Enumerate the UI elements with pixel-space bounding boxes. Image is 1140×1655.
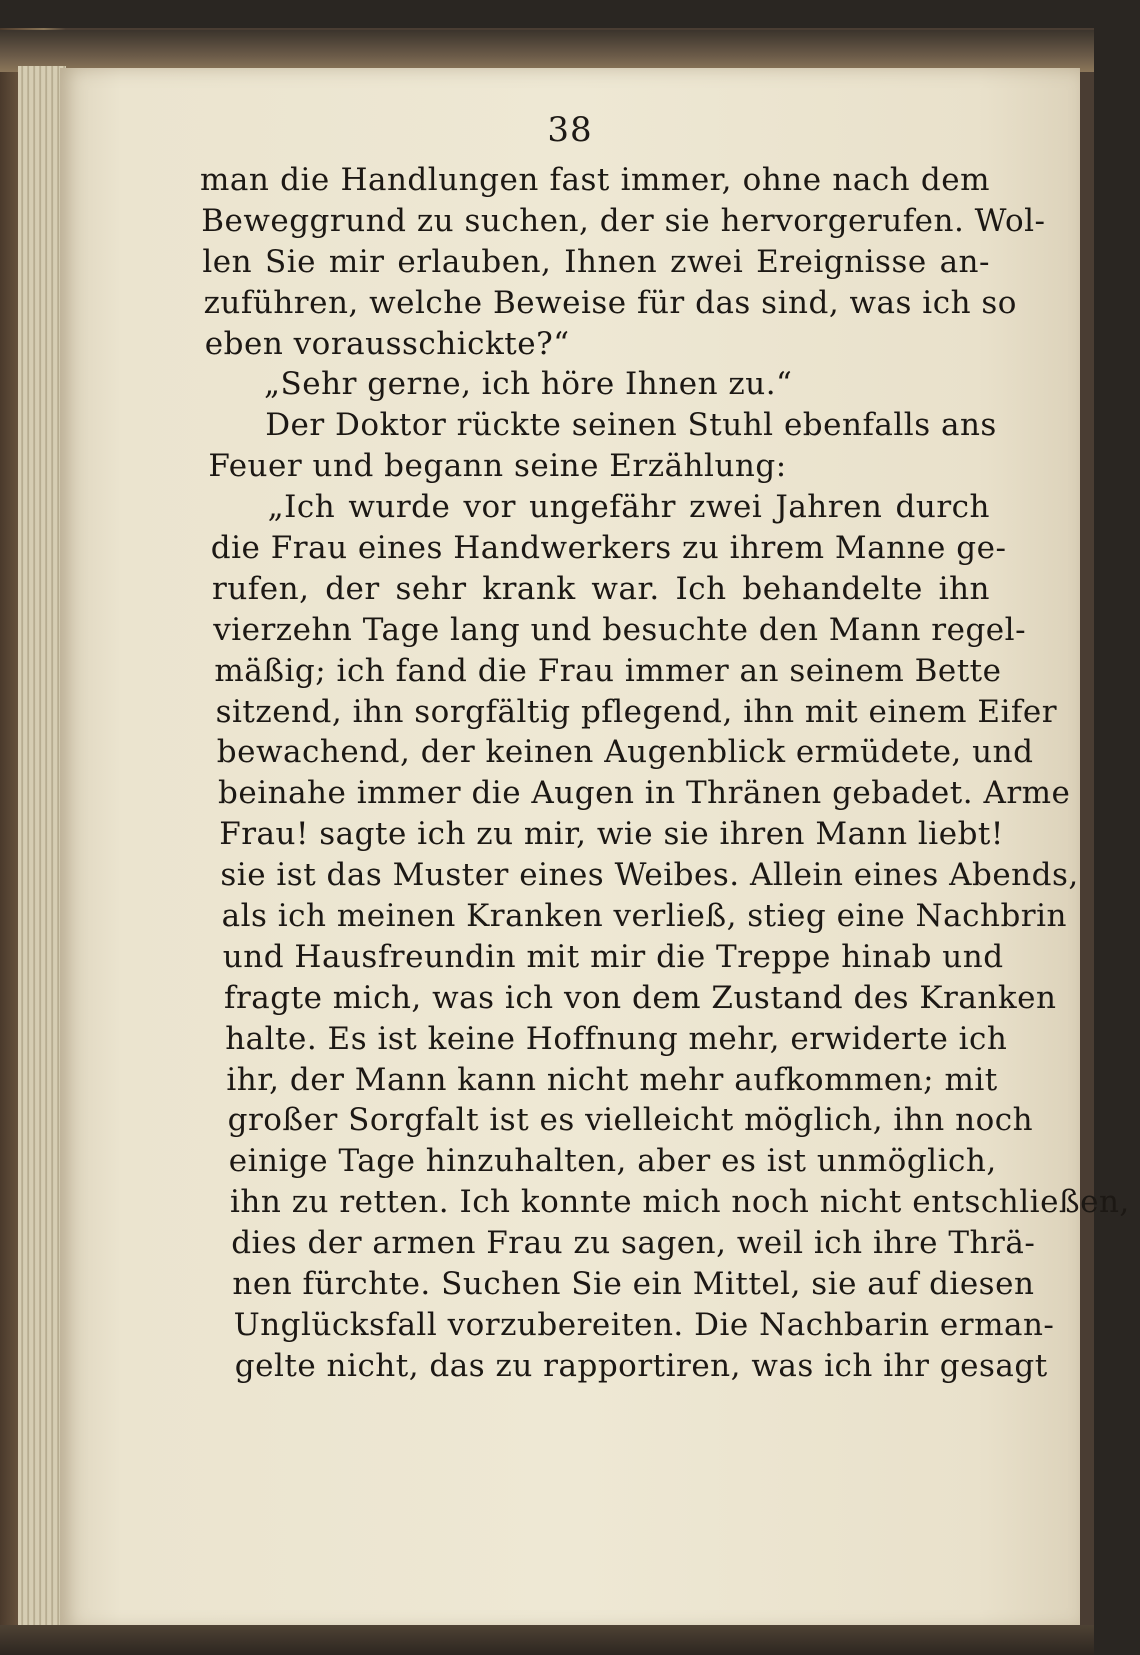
text-line: ihr, der Mann kann nicht mehr aufkommen; mit xyxy=(226,1061,998,1098)
text-line: mäßig; ich fand die Frau immer an seinem Bette xyxy=(214,652,1002,689)
text-line: sitzend, ihn sorgfältig pflegend, ihn mit einem Eifer xyxy=(215,693,1058,730)
text-line: gelte nicht, das zu rapportiren, was ich ihr gesagt xyxy=(234,1347,1048,1384)
text-line: halte. Es ist keine Hoffnung mehr, erwiderte ich xyxy=(225,1020,1008,1057)
text-line: und Hausfreundin mit mir die Treppe hinab und xyxy=(222,938,1004,975)
text-line: len Sie mir erlauben, Ihnen zwei Ereignisse an- xyxy=(202,243,990,280)
text-line: Feuer und begann seine Erzählung: xyxy=(208,448,787,485)
book-bottom-edge xyxy=(0,1625,1094,1655)
page-number: 38 xyxy=(547,110,593,150)
text-line: dies der armen Frau zu sagen, weil ich ihre Thrä- xyxy=(231,1225,1036,1262)
text-line: ihn zu retten. Ich konnte mich noch nicht entschließen, xyxy=(230,1184,1130,1221)
text-line: zuführen, welche Beweise für das sind, was ich so xyxy=(203,284,1017,321)
book-cover-top xyxy=(0,30,1094,72)
text-line: bewachend, der keinen Augenblick ermüdete, und xyxy=(216,734,1034,771)
text-line: nen fürchte. Suchen Sie ein Mittel, sie auf diesen xyxy=(232,1266,1035,1303)
text-line: einige Tage hinzuhalten, aber es ist unmöglich, xyxy=(228,1143,997,1180)
text-line: Der Doktor rückte seinen Stuhl ebenfalls ans xyxy=(265,407,997,444)
text-line: Unglücksfall vorzubereiten. Die Nachbarin erman- xyxy=(233,1306,1055,1343)
text-line: fragte mich, was ich von dem Zustand des Kranken xyxy=(224,979,1057,1016)
page-stack-edge xyxy=(18,66,66,1626)
text-line: großer Sorgfalt ist es vielleicht möglich, ihn noch xyxy=(227,1102,1034,1139)
text-line: eben vorausschickte?“ xyxy=(204,325,570,362)
text-line: rufen, der sehr krank war. Ich behandelte ihn xyxy=(212,570,990,607)
text-line: beinahe immer die Augen in Thränen gebadet. Arme xyxy=(218,775,1071,812)
text-line: vierzehn Tage lang und besuchte den Mann regel- xyxy=(213,611,1027,648)
text-line: Frau! sagte ich zu mir, wie sie ihren Mann liebt! xyxy=(219,816,1004,853)
text-line: als ich meinen Kranken verließ, stieg eine Nachbrin xyxy=(221,898,1068,935)
text-line: sie ist das Muster eines Weibes. Allein eines Abends, xyxy=(220,857,1079,894)
text-line: Beweggrund zu suchen, der sie hervorgerufen. Wol- xyxy=(201,202,1046,239)
text-line: „Ich wurde vor ungefähr zwei Jahren durch xyxy=(267,489,990,526)
body-text xyxy=(200,160,1130,1387)
text-line: man die Handlungen fast immer, ohne nach dem xyxy=(200,162,990,198)
text-line: „Sehr gerne, ich höre Ihnen zu.“ xyxy=(264,366,793,403)
text-line: die Frau eines Handwerkers zu ihrem Manne ge- xyxy=(210,530,1007,567)
